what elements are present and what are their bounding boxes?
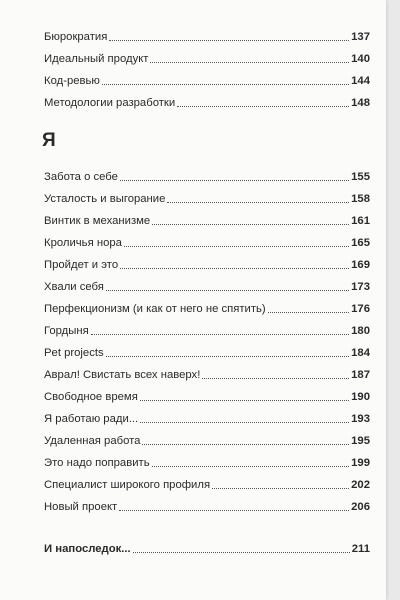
toc-entry <box>44 472 370 492</box>
toc-entry-page: 211 <box>351 543 370 555</box>
dot-leader <box>152 224 349 225</box>
toc-entry-page: 190 <box>351 391 370 403</box>
toc-entry-page: 184 <box>351 347 370 359</box>
dot-leader <box>124 246 349 247</box>
toc-entry-page: 161 <box>351 215 370 227</box>
toc-entry-title: Забота о себе <box>44 171 118 183</box>
toc-entry-page: 202 <box>351 479 370 491</box>
dot-leader <box>102 84 349 85</box>
toc-entry <box>44 274 370 294</box>
toc-entry-final <box>44 536 370 556</box>
toc-entry-page: 199 <box>351 457 370 469</box>
toc-entry <box>44 406 370 426</box>
toc-entry <box>44 384 370 404</box>
toc-entry-title: Пройдет и это <box>44 259 119 271</box>
dot-leader <box>120 268 349 269</box>
toc-entry-page: 169 <box>351 259 370 271</box>
toc-entry-title: И напоследок... <box>44 543 131 555</box>
dot-leader <box>212 488 349 489</box>
dot-leader <box>120 180 349 181</box>
toc-entry-title: Хвали себя <box>44 281 104 293</box>
dot-leader <box>167 202 349 203</box>
toc-entry-title: Гордыня <box>44 325 89 337</box>
toc-entry-page: 140 <box>351 53 370 65</box>
toc-entry-page: 180 <box>351 325 370 337</box>
dot-leader <box>177 106 349 107</box>
toc-entry-page: 158 <box>351 193 370 205</box>
toc-entry-title: Pet projects <box>44 347 104 359</box>
toc-entry-title: Винтик в механизме <box>44 215 151 227</box>
toc-entry-page: 137 <box>351 31 370 43</box>
toc-entry <box>44 494 370 514</box>
toc-entry-page: 187 <box>351 369 370 381</box>
toc-entry-page: 144 <box>351 75 370 87</box>
section-heading: Я <box>42 130 56 151</box>
toc-entry <box>44 164 370 184</box>
dot-leader <box>109 40 349 41</box>
dot-leader <box>150 62 349 63</box>
toc-entry-title: Перфекционизм (и как от него не спятить) <box>44 303 266 315</box>
toc-entry-title: Аврал! Свистать всех наверх! <box>44 369 201 381</box>
toc-entry <box>44 318 370 338</box>
dot-leader <box>268 312 349 313</box>
toc-entry <box>44 68 370 88</box>
dot-leader <box>152 466 350 467</box>
dot-leader <box>142 444 349 445</box>
toc-entry-title: Удаленная работа <box>44 435 141 447</box>
toc-entry <box>44 46 370 66</box>
toc-entry-page: 206 <box>351 501 370 513</box>
toc-entry-title: Я работаю ради... <box>44 413 139 425</box>
toc-entry-title: Идеальный продукт <box>44 53 149 65</box>
toc-entry-title: Усталость и выгорание <box>44 193 166 205</box>
toc-entry-page: 165 <box>351 237 370 249</box>
toc-entry <box>44 450 370 470</box>
toc-entry-title: Свободное время <box>44 391 138 403</box>
dot-leader <box>133 552 350 553</box>
dot-leader <box>140 422 349 423</box>
toc-entry <box>44 252 370 272</box>
toc-entry <box>44 340 370 360</box>
dot-leader <box>119 510 349 511</box>
toc-entry-title: Специалист широкого профиля <box>44 479 211 491</box>
toc-entry-page: 155 <box>351 171 370 183</box>
dot-leader <box>91 334 349 335</box>
toc-entry <box>44 90 370 110</box>
toc-entry-page: 195 <box>351 435 370 447</box>
dot-leader <box>106 290 349 291</box>
toc-entry-page: 173 <box>351 281 370 293</box>
toc-entry <box>44 362 370 382</box>
toc-entry-title: Методологии разработки <box>44 97 176 109</box>
toc-entry-title: Код-ревью <box>44 75 100 87</box>
toc-entry-page: 176 <box>351 303 370 315</box>
dot-leader <box>202 378 349 379</box>
toc-entry-title: Это надо поправить <box>44 457 150 469</box>
toc-entry-page: 148 <box>351 97 370 109</box>
toc-entry <box>44 296 370 316</box>
toc-entry-title: Новый проект <box>44 501 118 513</box>
toc-entry-title: Бюрократия <box>44 31 108 43</box>
dot-leader <box>140 400 349 401</box>
toc-entry <box>44 208 370 228</box>
toc-entry <box>44 186 370 206</box>
toc-entry <box>44 428 370 448</box>
toc-entry-title: Кроличья нора <box>44 237 122 249</box>
toc-entry <box>44 230 370 250</box>
toc-entry <box>44 24 370 44</box>
dot-leader <box>106 356 349 357</box>
toc-entry-page: 193 <box>351 413 370 425</box>
